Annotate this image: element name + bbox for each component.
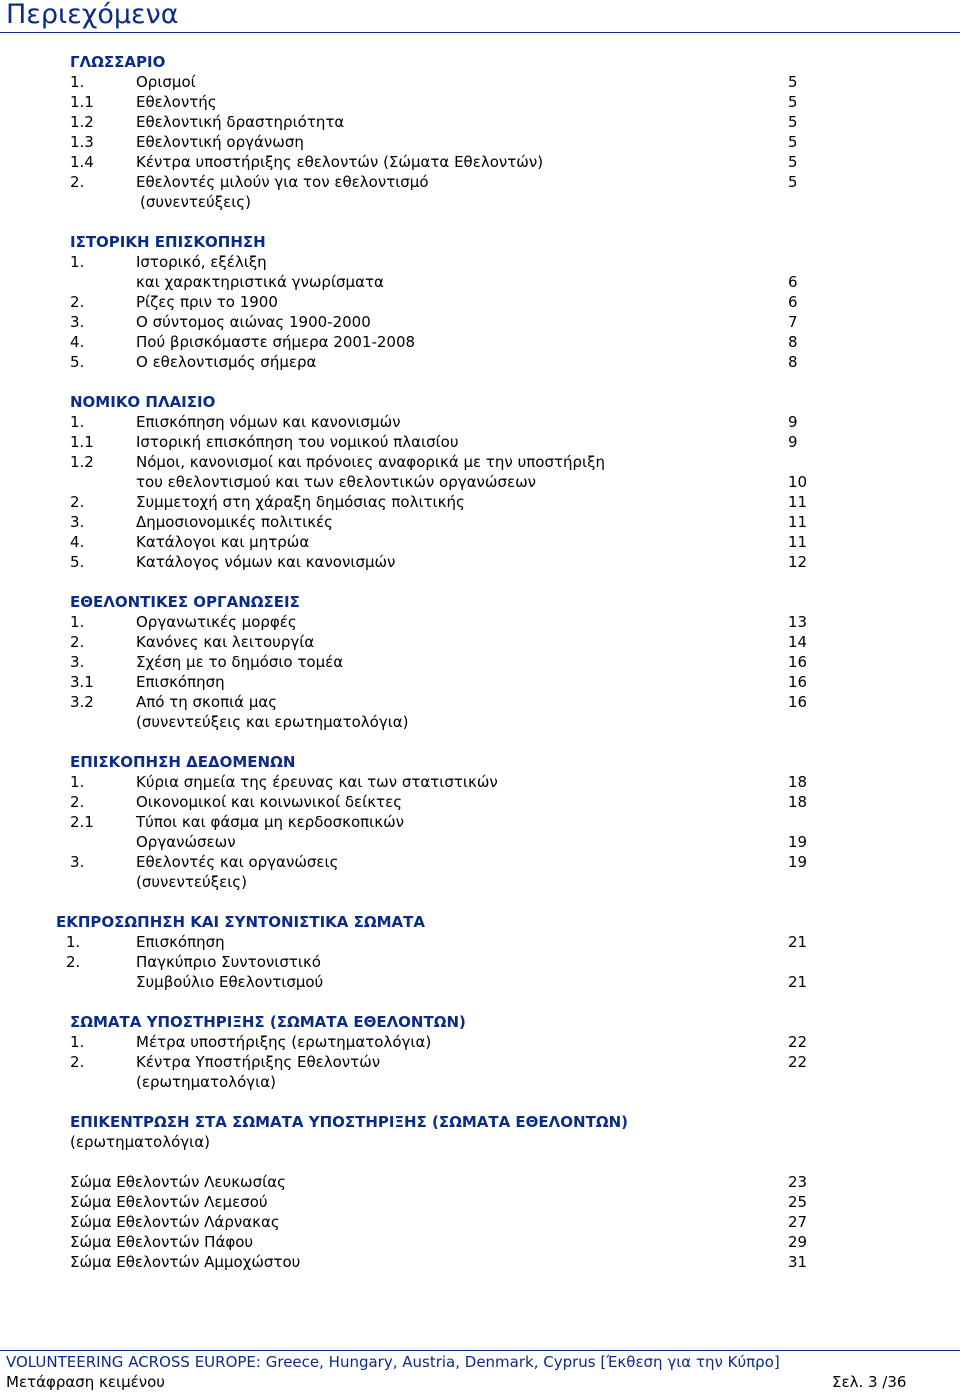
toc-entry-page: 5 (788, 173, 798, 191)
toc-entry-page: 31 (788, 1253, 808, 1271)
toc-entry[interactable] (0, 312, 960, 332)
toc-entry[interactable] (0, 552, 960, 572)
toc-entry-title: Ιστορική επισκόπηση του νομικού πλαισίου (136, 433, 459, 451)
toc-entry[interactable] (0, 1032, 960, 1052)
toc-entry-title: Νόμοι, κανονισμοί και πρόνοιες αναφορικά με την υποστήριξη (136, 453, 605, 471)
toc-entry-title: Σώμα Εθελοντών Λεμεσού (70, 1193, 268, 1211)
toc-entry-number: 1.2 (70, 453, 94, 471)
toc-entry-page: 27 (788, 1213, 808, 1231)
toc-entry-title: (ερωτηματολόγια) (136, 1073, 276, 1091)
toc-entry-page: 10 (788, 473, 808, 491)
toc-entry[interactable] (0, 352, 960, 372)
toc-entry-number: 5. (70, 353, 85, 371)
toc-entry-title: Σώμα Εθελοντών Αμμοχώστου (70, 1253, 301, 1271)
toc-entry[interactable] (0, 192, 960, 212)
toc-entry-number: 2.1 (70, 813, 94, 831)
toc-entry-page: 16 (788, 673, 808, 691)
toc-entry-number: 2. (70, 793, 85, 811)
toc-entry[interactable] (0, 772, 960, 792)
toc-entry-number: 2. (70, 1053, 85, 1071)
toc-entry[interactable] (0, 832, 960, 852)
toc-entry[interactable] (0, 612, 960, 632)
toc-entry-number: 1. (70, 253, 85, 271)
toc-entry-page: 21 (788, 973, 808, 991)
toc-entry-number: 2. (70, 493, 85, 511)
page-title: Περιεχόμενα (6, 0, 179, 30)
toc-entry[interactable] (0, 852, 960, 872)
toc-entry-page: 11 (788, 533, 808, 551)
toc-entry-page: 25 (788, 1193, 808, 1211)
toc-entry[interactable] (0, 692, 960, 712)
toc-entry-page: 13 (788, 613, 808, 631)
toc-entry-number: 1. (70, 773, 85, 791)
toc-entry-number: 3.1 (70, 673, 94, 691)
toc-entry-title: (συνεντεύξεις) (140, 193, 251, 211)
toc-entry-number: 3. (70, 853, 85, 871)
toc-entry-page: 11 (788, 493, 808, 511)
toc-entry-title: Εθελοντές μιλούν για τον εθελοντισμό (136, 173, 429, 191)
section-heading: ΝΟΜΙΚΟ ΠΛΑΙΣΙΟ (70, 393, 216, 411)
toc-entry[interactable] (0, 152, 960, 172)
toc-entry[interactable] (0, 292, 960, 312)
toc-entry-title: Εθελοντής (136, 93, 217, 111)
toc-entry[interactable] (0, 532, 960, 552)
toc-entry-number: 1. (70, 413, 85, 431)
toc-entry-number: 2. (70, 633, 85, 651)
toc-entry-page: 9 (788, 433, 798, 451)
toc-entry[interactable] (0, 672, 960, 692)
toc-entry[interactable] (0, 1172, 960, 1192)
toc-entry-page: 11 (788, 513, 808, 531)
toc-entry[interactable] (0, 272, 960, 292)
toc-entry-title: Εθελοντική δραστηριότητα (136, 113, 345, 131)
toc-entry-title: Κέντρα Υποστήριξης Εθελοντών (136, 1053, 381, 1071)
toc-entry-number: 1.4 (70, 153, 94, 171)
toc-entry[interactable] (0, 172, 960, 192)
section-subheading: (ερωτηματολόγια) (70, 1133, 210, 1151)
toc-entry-title: Κέντρα υποστήριξης εθελοντών (Σώματα Εθελοντών) (136, 153, 544, 171)
toc-entry[interactable] (0, 132, 960, 152)
toc-entry[interactable] (0, 412, 960, 432)
toc-entry[interactable] (0, 1212, 960, 1232)
toc-entry-title: Τύποι και φάσμα μη κερδοσκοπικών (136, 813, 405, 831)
toc-entry-title: Εθελοντές και οργανώσεις (136, 853, 339, 871)
toc-entry-number: 1. (70, 1033, 85, 1051)
toc-entry-number: 4. (70, 533, 85, 551)
toc-entry[interactable] (0, 952, 960, 972)
toc-entry[interactable] (0, 1232, 960, 1252)
toc-entry[interactable] (0, 812, 960, 832)
section-heading: ΓΛΩΣΣΑΡΙΟ (70, 53, 166, 71)
toc-entry[interactable] (0, 492, 960, 512)
section-heading: ΕΘΕΛΟΝΤΙΚΕΣ ΟΡΓΑΝΩΣΕΙΣ (70, 593, 300, 611)
toc-entry[interactable] (0, 252, 960, 272)
toc-entry-page: 5 (788, 113, 798, 131)
toc-entry-title: Σώμα Εθελοντών Πάφου (70, 1233, 254, 1251)
toc-entry[interactable] (0, 512, 960, 532)
toc-entry[interactable] (0, 972, 960, 992)
toc-entry-number: 2. (70, 293, 85, 311)
toc-entry[interactable] (0, 112, 960, 132)
toc-entry[interactable] (0, 792, 960, 812)
toc-entry-number: 1. (70, 73, 85, 91)
toc-entry-title: Σχέση με το δημόσιο τομέα (136, 653, 344, 671)
section-heading: ΕΚΠΡΟΣΩΠΗΣΗ ΚΑΙ ΣΥΝΤΟΝΙΣΤΙΚΑ ΣΩΜΑΤΑ (56, 913, 426, 931)
toc-entry-title: Ο σύντομος αιώνας 1900-2000 (136, 313, 371, 331)
toc-entry-title: Παγκύπριο Συντονιστικό (136, 953, 321, 971)
toc-entry-number: 1. (66, 933, 81, 951)
toc-entry-page: 8 (788, 333, 798, 351)
toc-entry-number: 2. (70, 173, 85, 191)
toc-entry-title: Ρίζες πριν το 1900 (136, 293, 278, 311)
toc-entry[interactable] (0, 712, 960, 732)
toc-entry-title: Σώμα Εθελοντών Λευκωσίας (70, 1173, 286, 1191)
toc-entry-title: (συνεντεύξεις) (136, 873, 247, 891)
toc-entry-page: 21 (788, 933, 808, 951)
toc-entry-number: 5. (70, 553, 85, 571)
toc-entry-title: Συμβούλιο Εθελοντισμού (136, 973, 324, 991)
toc-entry-page: 29 (788, 1233, 808, 1251)
toc-entry-title: (συνεντεύξεις και ερωτηματολόγια) (136, 713, 409, 731)
toc-entry-title: Κατάλογος νόμων και κανονισμών (136, 553, 396, 571)
section-heading: ΕΠΙΣΚΟΠΗΣΗ ΔΕΔΟΜΕΝΩΝ (70, 753, 296, 771)
toc-entry[interactable] (0, 92, 960, 112)
toc-entry-page: 19 (788, 853, 808, 871)
toc-entry-title: Κατάλογοι και μητρώα (136, 533, 310, 551)
toc-entry-title: Συμμετοχή στη χάραξη δημόσιας πολιτικής (136, 493, 465, 511)
section-heading: ΙΣΤΟΡΙΚΗ ΕΠΙΣΚΟΠΗΣΗ (70, 233, 266, 251)
toc-entry-title: Επισκόπηση (136, 933, 225, 951)
footer-page-number: Σελ. 3 /36 (832, 1373, 907, 1391)
toc-entry-number: 3. (70, 513, 85, 531)
toc-entry[interactable] (0, 1052, 960, 1072)
toc-entry-page: 5 (788, 73, 798, 91)
toc-entry[interactable] (0, 472, 960, 492)
toc-entry-number: 1.2 (70, 113, 94, 131)
toc-entry-page: 9 (788, 413, 798, 431)
toc-entry-title: και χαρακτηριστικά γνωρίσματα (136, 273, 384, 291)
toc-entry-title: Ο εθελοντισμός σήμερα (136, 353, 317, 371)
toc-entry-title: Εθελοντική οργάνωση (136, 133, 304, 151)
toc-entry-title: του εθελοντισμού και των εθελοντικών οργανώσεων (136, 473, 537, 491)
toc-entry[interactable] (0, 452, 960, 472)
toc-entry-title: Οργανωτικές μορφές (136, 613, 297, 631)
toc-entry-page: 18 (788, 773, 808, 791)
toc-entry-title: Δημοσιονομικές πολιτικές (136, 513, 333, 531)
toc-entry-title: Πού βρισκόμαστε σήμερα 2001-2008 (136, 333, 416, 351)
toc-entry-page: 12 (788, 553, 808, 571)
toc-entry[interactable] (0, 652, 960, 672)
toc-entry-title: Από τη σκοπιά μας (136, 693, 278, 711)
toc-entry-page: 5 (788, 153, 798, 171)
toc-entry-page: 6 (788, 293, 798, 311)
toc-entry-page: 23 (788, 1173, 808, 1191)
toc-entry[interactable] (0, 1072, 960, 1092)
toc-entry-number: 2. (66, 953, 81, 971)
footer-report-title: VOLUNTEERING ACROSS EUROPE: Greece, Hungary, Austria, Denmark, Cyprus [Έκθεση για την Κύπρο] (6, 1353, 780, 1371)
toc-entry[interactable] (0, 632, 960, 652)
toc-entry-title: Μέτρα υποστήριξης (ερωτηματολόγια) (136, 1033, 432, 1051)
toc-entry-page: 19 (788, 833, 808, 851)
toc-entry-title: Κύρια σημεία της έρευνας και των στατιστικών (136, 773, 498, 791)
toc-entry-number: 1.3 (70, 133, 94, 151)
toc-entry-page: 7 (788, 313, 798, 331)
toc-entry[interactable] (0, 72, 960, 92)
toc-entry-page: 8 (788, 353, 798, 371)
toc-entry-number: 1.1 (70, 93, 94, 111)
toc-entry-page: 22 (788, 1053, 808, 1071)
section-heading: ΣΩΜΑΤΑ ΥΠΟΣΤΗΡΙΞΗΣ (ΣΩΜΑΤΑ ΕΘΕΛΟΝΤΩΝ) (70, 1013, 466, 1031)
toc-entry-title: Οικονομικοί και κοινωνικοί δείκτες (136, 793, 403, 811)
toc-entry-number: 3. (70, 313, 85, 331)
toc-entry-page: 22 (788, 1033, 808, 1051)
toc-entry[interactable] (0, 332, 960, 352)
toc-entry-number: 4. (70, 333, 85, 351)
toc-entry-number: 3. (70, 653, 85, 671)
toc-entry-title: Κανόνες και λειτουργία (136, 633, 315, 651)
toc-entry[interactable] (0, 872, 960, 892)
toc-entry-title: Ιστορικό, εξέλιξη (136, 253, 267, 271)
toc-entry-title: Επισκόπηση (136, 673, 225, 691)
toc-entry-number: 1. (70, 613, 85, 631)
title-divider (0, 32, 960, 33)
toc-entry-page: 5 (788, 133, 798, 151)
toc-entry-title: Σώμα Εθελοντών Λάρνακας (70, 1213, 280, 1231)
toc-entry-number: 3.2 (70, 693, 94, 711)
toc-entry-title: Οργανώσεων (136, 833, 236, 851)
toc-entry-page: 16 (788, 693, 808, 711)
toc-entry-title: Ορισμοί (136, 73, 196, 91)
toc-entry-title: Επισκόπηση νόμων και κανονισμών (136, 413, 401, 431)
toc-entry[interactable] (0, 1252, 960, 1272)
footer-translation-note: Μετάφραση κειμένου (6, 1373, 165, 1391)
section-heading: ΕΠΙΚΕΝΤΡΩΣΗ ΣΤΑ ΣΩΜΑΤΑ ΥΠΟΣΤΗΡΙΞΗΣ (ΣΩΜΑΤΑ ΕΘΕΛΟΝΤΩΝ) (70, 1113, 628, 1131)
toc-entry[interactable] (0, 932, 960, 952)
toc-entry-page: 16 (788, 653, 808, 671)
toc-entry-page: 5 (788, 93, 798, 111)
toc-entry-page: 6 (788, 273, 798, 291)
toc-entry-page: 14 (788, 633, 808, 651)
toc-entry[interactable] (0, 432, 960, 452)
footer-divider (0, 1350, 960, 1351)
toc-entry[interactable] (0, 1192, 960, 1212)
toc-entry-number: 1.1 (70, 433, 94, 451)
toc-entry-page: 18 (788, 793, 808, 811)
